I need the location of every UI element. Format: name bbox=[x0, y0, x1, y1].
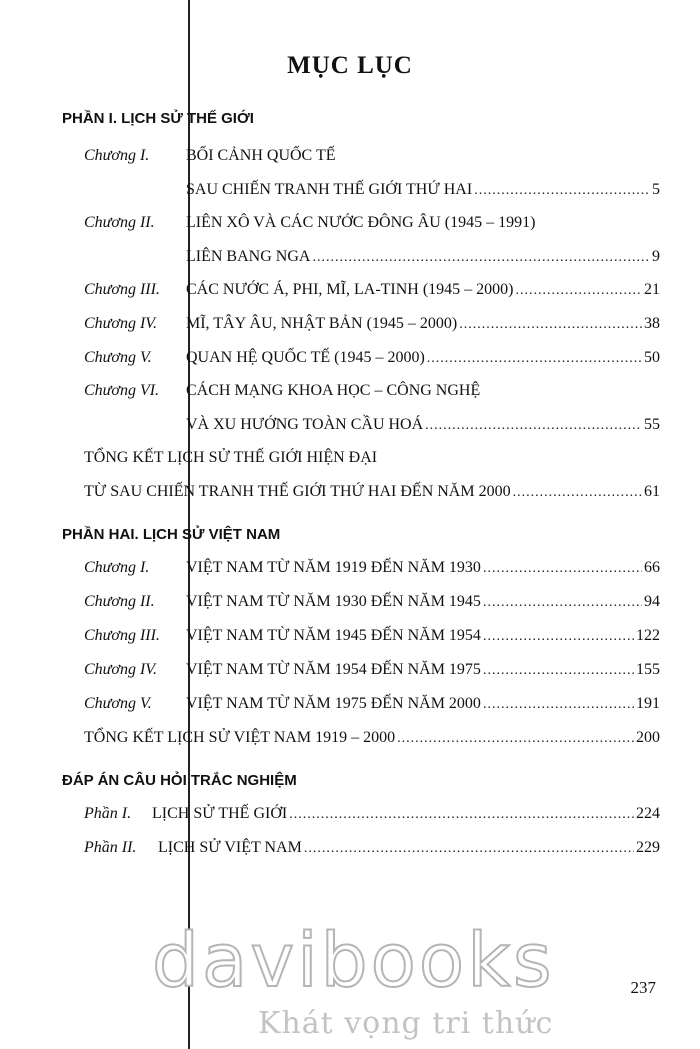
toc-dot-leader bbox=[427, 347, 642, 371]
toc-chapter-label: Chương IV. bbox=[84, 315, 157, 332]
page-title: MỤC LỤC bbox=[287, 52, 413, 79]
toc-entry bbox=[186, 346, 660, 371]
toc-dot-leader bbox=[304, 837, 634, 861]
toc-row bbox=[0, 178, 700, 202]
toc-entry-title: TỔNG KẾT LỊCH SỬ THẾ GIỚI HIỆN ĐẠI bbox=[84, 449, 378, 467]
toc-chapter-label: Chương II. bbox=[84, 593, 155, 610]
watermark-brand: davibooks bbox=[152, 918, 555, 1004]
toc-row bbox=[0, 624, 700, 648]
toc-entry-title: TỪ SAU CHIẾN TRANH THẾ GIỚI THỨ HAI ĐẾN NĂM 2000 bbox=[84, 483, 511, 500]
section-heading-part3: ĐÁP ÁN CÂU HỎI TRẮC NGHIỆM bbox=[62, 772, 297, 789]
toc-chapter-label: Chương I. bbox=[84, 147, 150, 164]
toc-entry bbox=[186, 658, 660, 683]
toc-entry-title: VIỆT NAM TỪ NĂM 1919 ĐẾN NĂM 1930 bbox=[186, 559, 481, 576]
toc-entry-title: VIỆT NAM TỪ NĂM 1975 ĐẾN NĂM 2000 bbox=[186, 695, 481, 712]
toc-entry bbox=[158, 836, 660, 861]
toc-row bbox=[0, 556, 700, 580]
toc-entry-title: VIỆT NAM TỪ NĂM 1930 ĐẾN NĂM 1945 bbox=[186, 593, 481, 610]
toc-page-number: 191 bbox=[636, 695, 660, 712]
toc-dot-leader bbox=[312, 246, 650, 270]
toc-entry-title: VIỆT NAM TỪ NĂM 1954 ĐẾN NĂM 1975 bbox=[186, 661, 481, 678]
toc-entry-title: BỐI CẢNH QUỐC TẾ bbox=[186, 147, 336, 164]
toc-entry-title: VÀ XU HƯỚNG TOÀN CẦU HOÁ bbox=[186, 415, 424, 433]
toc-chapter-label: Chương III. bbox=[84, 281, 160, 299]
toc-entry-title: SAU CHIẾN TRANH THẾ GIỚI THỨ HAI bbox=[186, 180, 473, 198]
toc-page-number: 50 bbox=[644, 348, 660, 366]
toc-row bbox=[0, 446, 700, 470]
toc-entry bbox=[186, 379, 480, 403]
toc-page-number: 94 bbox=[644, 593, 660, 610]
toc-row bbox=[0, 312, 700, 336]
toc-page-number: 21 bbox=[644, 281, 660, 299]
toc-entry bbox=[186, 692, 660, 717]
toc-entry-title: MĨ, TÂY ÂU, NHẬT BẢN (1945 – 2000) bbox=[186, 315, 458, 332]
toc-page-number: 38 bbox=[644, 315, 660, 332]
toc-dot-leader bbox=[483, 693, 634, 717]
toc-page-number: 229 bbox=[636, 839, 660, 856]
toc-chapter-label: Phần II. bbox=[84, 839, 137, 856]
toc-page-number: 5 bbox=[652, 180, 660, 198]
toc-row bbox=[0, 379, 700, 403]
toc-dot-leader bbox=[474, 179, 650, 203]
toc-page-number: 61 bbox=[644, 483, 660, 500]
toc-row bbox=[0, 802, 700, 826]
toc-entry-title: VIỆT NAM TỪ NĂM 1945 ĐẾN NĂM 1954 bbox=[186, 627, 481, 644]
toc-entry-title: CÁC NƯỚC Á, PHI, MĨ, LA-TINH (1945 – 2000) bbox=[186, 281, 514, 299]
toc-entry bbox=[186, 211, 535, 235]
toc-entry-title: CÁCH MẠNG KHOA HỌC – CÔNG NGHỆ bbox=[186, 382, 481, 400]
toc-row bbox=[0, 346, 700, 370]
toc-entry bbox=[186, 624, 660, 649]
toc-chapter-label: Chương IV. bbox=[84, 661, 157, 678]
toc-page-number: 200 bbox=[636, 729, 660, 746]
toc-dot-leader bbox=[289, 803, 634, 827]
toc-row bbox=[0, 726, 700, 750]
toc-row bbox=[0, 658, 700, 682]
toc-page-number: 66 bbox=[644, 559, 660, 576]
toc-entry bbox=[186, 278, 660, 303]
toc-dot-leader bbox=[425, 414, 642, 438]
toc-entry-title: LIÊN XÔ VÀ CÁC NƯỚC ĐÔNG ÂU (1945 – 1991) bbox=[186, 214, 536, 232]
watermark-slogan: Khát vọng tri thức bbox=[258, 1006, 554, 1041]
toc-row bbox=[0, 211, 700, 235]
toc-dot-leader bbox=[513, 481, 642, 505]
toc-dot-leader bbox=[397, 727, 634, 751]
toc-page-number: 9 bbox=[652, 247, 660, 265]
toc-dot-leader bbox=[483, 625, 634, 649]
toc-entry-title: LỊCH SỬ VIỆT NAM bbox=[158, 839, 302, 856]
toc-chapter-label: Chương III. bbox=[84, 627, 160, 644]
toc-entry bbox=[186, 178, 660, 203]
toc-row bbox=[0, 413, 700, 437]
toc-entry bbox=[84, 726, 660, 751]
page-number: 237 bbox=[630, 978, 656, 997]
toc-entry-title: LIÊN BANG NGA bbox=[186, 247, 311, 265]
toc-entry bbox=[84, 446, 377, 470]
toc-dot-leader bbox=[483, 659, 634, 683]
toc-entry bbox=[186, 556, 660, 581]
toc-dot-leader bbox=[483, 591, 642, 615]
toc-entry bbox=[186, 413, 660, 438]
toc-page-number: 122 bbox=[636, 627, 660, 644]
toc-dot-leader bbox=[483, 557, 642, 581]
section-heading-part1: PHẦN I. LỊCH SỬ THẾ GIỚI bbox=[62, 110, 254, 127]
toc-entry-title: LỊCH SỬ THẾ GIỚI bbox=[152, 805, 288, 822]
toc-entry-title: QUAN HỆ QUỐC TẾ (1945 – 2000) bbox=[186, 348, 425, 366]
toc-entry bbox=[186, 590, 660, 615]
toc-page-number: 224 bbox=[636, 805, 660, 822]
toc-chapter-label: Chương I. bbox=[84, 559, 150, 576]
toc-row bbox=[0, 245, 700, 269]
toc-row bbox=[0, 480, 700, 504]
toc-page-number: 155 bbox=[636, 661, 660, 678]
toc-row bbox=[0, 144, 700, 168]
toc-chapter-label: Chương V. bbox=[84, 348, 152, 366]
toc-entry bbox=[186, 245, 660, 270]
toc-entry bbox=[84, 480, 660, 505]
toc-page-number: 55 bbox=[644, 415, 660, 433]
toc-row bbox=[0, 692, 700, 716]
toc-entry bbox=[186, 312, 660, 337]
toc-entry bbox=[152, 802, 660, 827]
toc-row bbox=[0, 278, 700, 302]
toc-chapter-label: Phần I. bbox=[84, 805, 132, 822]
toc-chapter-label: Chương V. bbox=[84, 695, 152, 712]
toc-row bbox=[0, 590, 700, 614]
toc-entry-title: TỔNG KẾT LỊCH SỬ VIỆT NAM 1919 – 2000 bbox=[84, 729, 396, 746]
section-heading-part2: PHẦN HAI. LỊCH SỬ VIỆT NAM bbox=[62, 526, 281, 543]
toc-dot-leader bbox=[516, 279, 642, 303]
toc-chapter-label: Chương II. bbox=[84, 214, 155, 232]
toc-chapter-label: Chương VI. bbox=[84, 382, 160, 400]
toc-row bbox=[0, 836, 700, 860]
toc-dot-leader bbox=[459, 313, 642, 337]
toc-entry bbox=[186, 144, 335, 168]
